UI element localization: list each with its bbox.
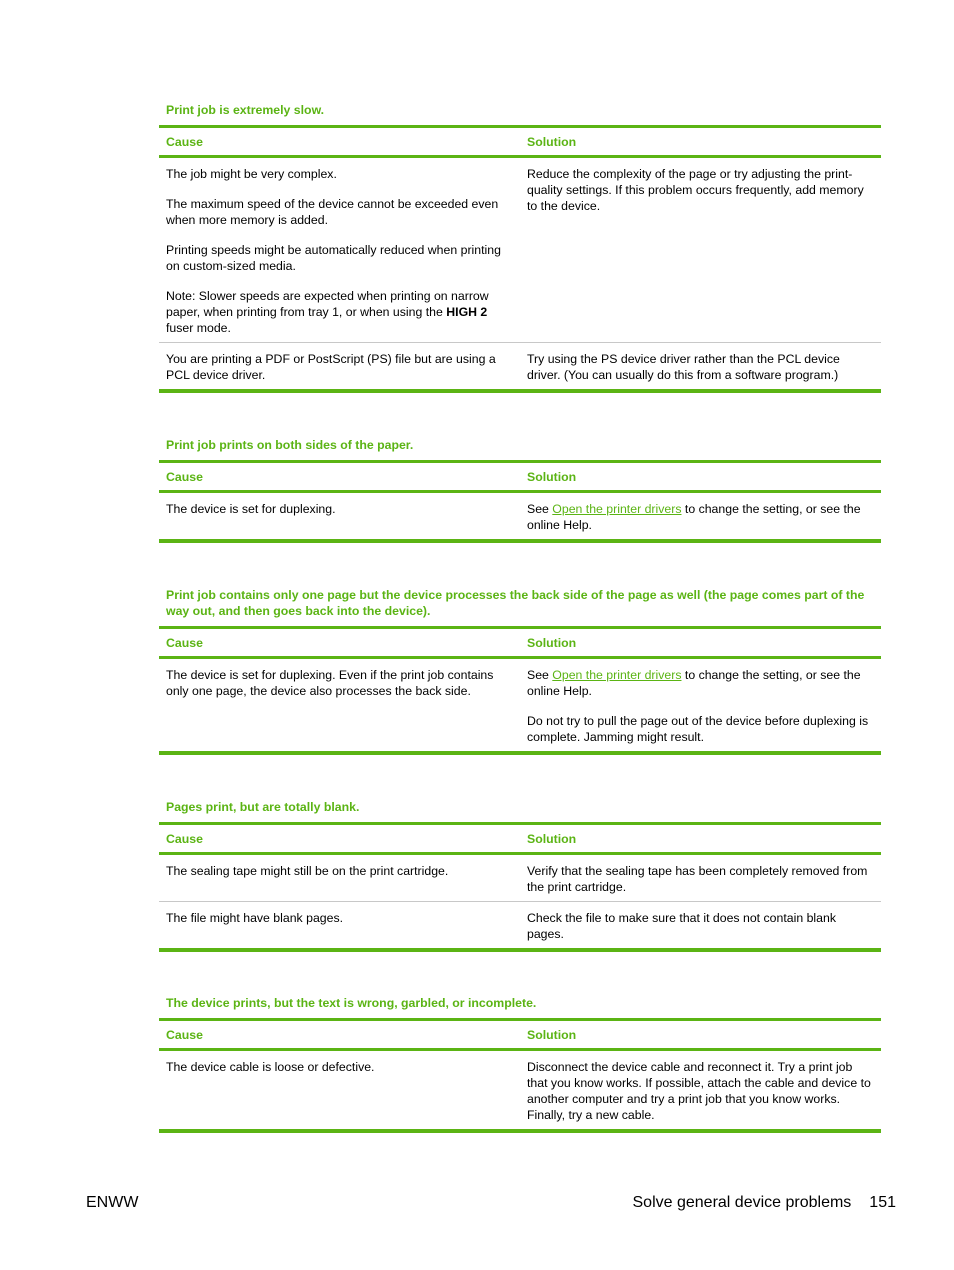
- troubleshooting-table: [159, 626, 881, 755]
- cause-text: The device is set for duplexing.: [166, 502, 336, 516]
- section-title: Print job is extremely slow.: [166, 103, 325, 117]
- table-row: [159, 854, 881, 902]
- section-title: The device prints, but the text is wrong, garbled, or incomplete.: [166, 996, 537, 1010]
- table-row: [159, 658, 881, 754]
- footer-chapter-title: Solve general device problems: [632, 1194, 852, 1211]
- solution-header: Solution: [520, 628, 881, 658]
- solution-cell: [520, 1050, 881, 1132]
- section-title: Print job contains only one page but the device processes the back side of the page as well (the page comes part of the way out, and then goes back into the device).: [166, 588, 865, 618]
- cause-note: [166, 288, 513, 336]
- cause-cell: [159, 1050, 520, 1132]
- cause-cell: [159, 157, 520, 343]
- troubleshooting-table: [159, 460, 881, 543]
- solution-text: [527, 501, 874, 533]
- table-row: [159, 902, 881, 951]
- cause-header: Cause: [159, 127, 520, 157]
- cause-text: Printing speeds might be automatically reduced when printing on custom-sized media.: [166, 243, 501, 273]
- solution-cell: [520, 157, 881, 343]
- cause-text: You are printing a PDF or PostScript (PS) file but are using a PCL device driver.: [166, 352, 496, 382]
- solution-text: Disconnect the device cable and reconnect it. Try a print job that you know works. If possible, attach the cable and device to another computer and try a print job that you know works. Finally, try a new cable.: [527, 1060, 871, 1122]
- footer-chapter: [633, 1193, 897, 1213]
- note-text: Note: Slower speeds are expected when printing on narrow paper, when printing from tray 1, or when using the: [166, 289, 489, 319]
- cause-text: The sealing tape might still be on the print cartridge.: [166, 864, 449, 878]
- cause-text: The file might have blank pages.: [166, 911, 344, 925]
- open-printer-drivers-link[interactable]: Open the printer drivers: [552, 502, 682, 516]
- solution-text: Try using the PS device driver rather than the PCL device driver. (You can usually do this from a software program.): [527, 352, 840, 382]
- solution-text: Check the file to make sure that it does not contain blank pages.: [527, 911, 836, 941]
- table-row: [159, 492, 881, 542]
- troubleshooting-table: [159, 1018, 881, 1133]
- cause-header: Cause: [159, 1020, 520, 1050]
- note-text-end: fuser mode.: [166, 321, 231, 335]
- cause-cell: [159, 902, 520, 951]
- solution-text-end: to change the setting, or see the online Help.: [527, 668, 861, 698]
- section-garbled-text: [159, 995, 881, 1133]
- section-blank-pages: [159, 799, 881, 952]
- section-prints-both-sides: [159, 437, 881, 543]
- page-number: 151: [869, 1194, 896, 1211]
- solution-text-start: See: [527, 668, 553, 682]
- solution-cell: [520, 902, 881, 951]
- cause-header: Cause: [159, 824, 520, 854]
- section-print-slow: [159, 102, 881, 393]
- solution-header: Solution: [520, 462, 881, 492]
- section-one-page-duplex: [159, 587, 881, 755]
- section-title: Pages print, but are totally blank.: [166, 800, 360, 814]
- solution-cell: [520, 658, 881, 754]
- table-row: [159, 1050, 881, 1132]
- cause-header: Cause: [159, 628, 520, 658]
- troubleshooting-table: [159, 125, 881, 393]
- cause-text: The job might be very complex.: [166, 167, 337, 181]
- solution-text: Verify that the sealing tape has been completely removed from the print cartridge.: [527, 864, 868, 894]
- table-row: [159, 343, 881, 392]
- solution-text-start: See: [527, 502, 553, 516]
- cause-header: Cause: [159, 462, 520, 492]
- solution-text: Reduce the complexity of the page or try adjusting the print-quality settings. If this problem occurs frequently, add memory to the device.: [527, 167, 864, 213]
- solution-cell: [520, 343, 881, 392]
- table-row: [159, 157, 881, 343]
- solution-header: Solution: [520, 1020, 881, 1050]
- mode-name: HIGH 2: [446, 305, 488, 319]
- section-title: Print job prints on both sides of the paper.: [166, 438, 414, 452]
- cause-text: The device cable is loose or defective.: [166, 1060, 375, 1074]
- solution-text-end: to change the setting, or see the online Help.: [527, 502, 861, 532]
- cause-cell: [159, 658, 520, 754]
- solution-header: Solution: [520, 824, 881, 854]
- solution-cell: [520, 492, 881, 542]
- open-printer-drivers-link[interactable]: Open the printer drivers: [552, 668, 682, 682]
- cause-cell: [159, 343, 520, 392]
- solution-header: Solution: [520, 127, 881, 157]
- cause-cell: [159, 854, 520, 902]
- solution-text: [527, 667, 874, 699]
- solution-text: Do not try to pull the page out of the device before duplexing is complete. Jamming might result.: [527, 714, 869, 744]
- cause-text: The maximum speed of the device cannot be exceeded even when more memory is added.: [166, 197, 499, 227]
- troubleshooting-table: [159, 822, 881, 952]
- solution-cell: [520, 854, 881, 902]
- cause-text: The device is set for duplexing. Even if the print job contains only one page, the device also processes the back side.: [166, 668, 494, 698]
- footer-label: ENWW: [86, 1194, 139, 1211]
- cause-cell: [159, 492, 520, 542]
